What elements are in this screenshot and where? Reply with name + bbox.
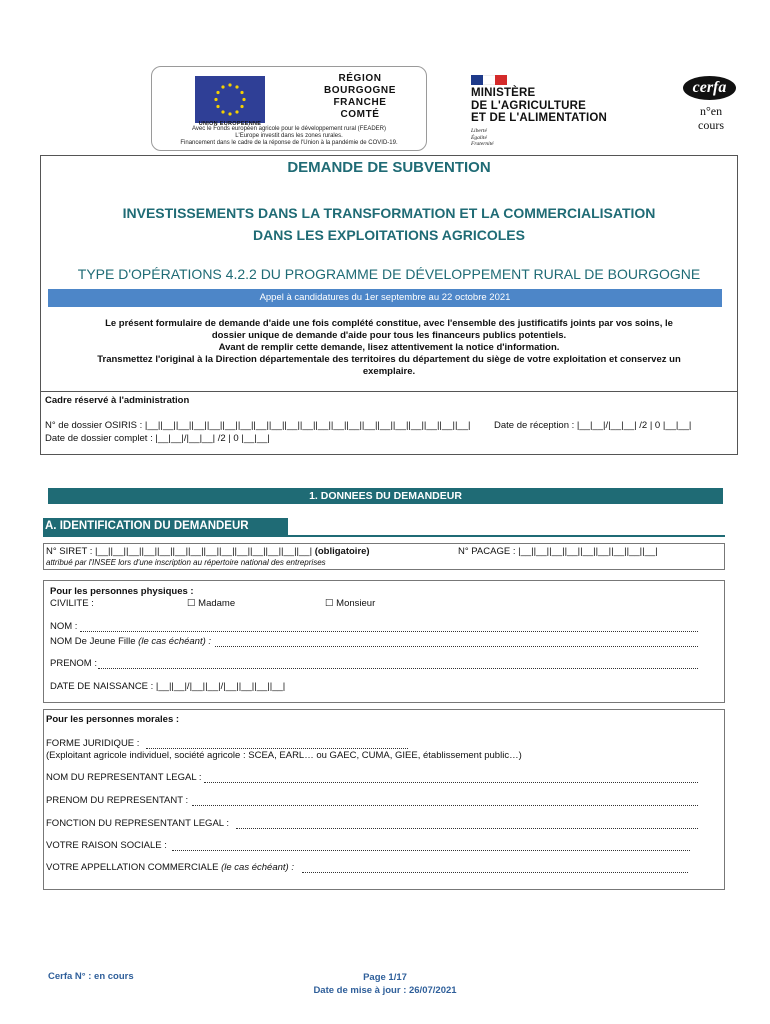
company-name-input[interactable] <box>172 850 690 851</box>
admin-divider <box>40 391 738 392</box>
prenom-label: PRENOM : <box>50 658 97 669</box>
cerfa-number: n°en cours <box>698 104 724 132</box>
section-heading-applicant: 1. DONNEES DU DEMANDEUR <box>48 488 723 504</box>
form-notice: Le présent formulaire de demande d'aide une fois complété constitue, avec l'ensemble des justificatifs joints par vos soins, le dossier unique de demande d'aide pour tous les financeurs publics potentiels. Avant de remplir cette demande, lisez attentivement la notice d'information. Transmettez l'original à la Direction départementale des territoires du département du siège de votre exploitation et conservez un exemplaire. <box>97 318 681 377</box>
feader-statement: Avec le Fonds européen agricole pour le développement rural (FEADER) L'Europe investit dans les zones rurales. Financement dans le cadre de la réponse de l'Union à la pandémie de COVID-19. <box>180 126 398 147</box>
section-underline <box>43 535 725 537</box>
rep-firstname-label: PRENOM DU REPRESENTANT : <box>46 795 189 806</box>
reception-date-field[interactable]: Date de réception : |__|__|/|__|__| /2 | 0 |__|__| <box>494 420 692 431</box>
page-title: DEMANDE DE SUBVENTION <box>287 159 491 176</box>
osiris-number-field[interactable]: N° de dossier OSIRIS : |__||__||__||__||__||__||__||__||__||__||__||__||__||__||__||__||__||__||__||__||__| <box>45 420 471 431</box>
page-subtitle: INVESTISSEMENTS DANS LA TRANSFORMATION ET LA COMMERCIALISATION DANS LES EXPLOITATIONS AGRICOLES <box>122 205 656 243</box>
rep-function-input[interactable] <box>236 828 698 829</box>
legal-person-title: Pour les personnes morales : <box>46 714 180 725</box>
eu-label: UNION EUROPEENNE <box>198 121 262 127</box>
pacage-field[interactable]: N° PACAGE : |__||__||__||__||__||__||__||__||__| <box>458 546 658 557</box>
call-dates-bar: Appel à candidatures du 1er septembre au 22 octobre 2021 <box>48 289 722 307</box>
region-name: RÉGION BOURGOGNE FRANCHE COMTÉ <box>323 73 397 120</box>
siret-note: attribué par l'INSEE lors d'une inscription au répertoire national des entreprises <box>46 558 326 567</box>
civility-label: CIVILITE : <box>50 598 94 609</box>
complete-date-field[interactable]: Date de dossier complet : |__|__|/|__|__| /2 | 0 |__|__| <box>45 433 270 444</box>
birth-date-field[interactable]: DATE DE NAISSANCE : |__||__|/|__||__|/|__||__||__||__| <box>50 681 286 692</box>
rep-name-label: NOM DU REPRESENTANT LEGAL : <box>46 772 202 783</box>
nom-input[interactable] <box>80 631 698 632</box>
operation-type: TYPE D'OPÉRATIONS 4.2.2 DU PROGRAMME DE DÉVELOPPEMENT RURAL DE BOURGOGNE <box>77 266 701 282</box>
physical-person-title: Pour les personnes physiques : <box>50 586 194 597</box>
section-heading-identification: A. IDENTIFICATION DU DEMANDEUR <box>43 518 288 535</box>
monsieur-checkbox[interactable]: ☐ Monsieur <box>325 598 376 609</box>
trade-name-input[interactable] <box>302 872 688 873</box>
company-name-label: VOTRE RAISON SOCIALE : <box>46 840 167 851</box>
legal-form-input[interactable] <box>146 748 408 749</box>
legal-form-label: FORME JURIDIQUE : <box>46 738 140 749</box>
eu-flag-icon <box>195 76 265 123</box>
rep-firstname-input[interactable] <box>192 805 698 806</box>
cerfa-logo: cerfa <box>683 76 736 100</box>
trade-name-label: VOTRE APPELLATION COMMERCIALE (le cas échéant) : <box>46 862 294 873</box>
nom-label: NOM : <box>50 621 78 632</box>
rep-function-label: FONCTION DU REPRESENTANT LEGAL : <box>46 818 229 829</box>
siret-field[interactable]: N° SIRET : |__||__||__||__||__||__||__||__||__||__||__||__||__||__| (obligatoire) <box>46 546 370 557</box>
rep-name-input[interactable] <box>204 782 698 783</box>
prenom-input[interactable] <box>98 668 698 669</box>
footer-cerfa: Cerfa N° : en cours <box>48 971 134 982</box>
nom-jf-label: NOM De Jeune Fille (le cas échéant) : <box>50 636 212 647</box>
footer-page-info: Page 1/17 Date de mise à jour : 26/07/2021 <box>313 972 457 996</box>
ministry-name: MINISTÈRE DE L'AGRICULTURE ET DE L'ALIMENTATION <box>471 87 607 124</box>
legal-form-note: (Exploitant agricole individuel, société agricole : SCEA, EARL… ou GAEC, CUMA, GIEE, établissement public…) <box>46 750 522 761</box>
admin-section-title: Cadre réservé à l'administration <box>45 395 190 406</box>
republic-motto: Liberté Égalité Fraternité <box>471 128 494 147</box>
madame-checkbox[interactable]: ☐ Madame <box>187 598 236 609</box>
nom-jf-input[interactable] <box>215 646 698 647</box>
french-flag-icon <box>471 72 507 82</box>
